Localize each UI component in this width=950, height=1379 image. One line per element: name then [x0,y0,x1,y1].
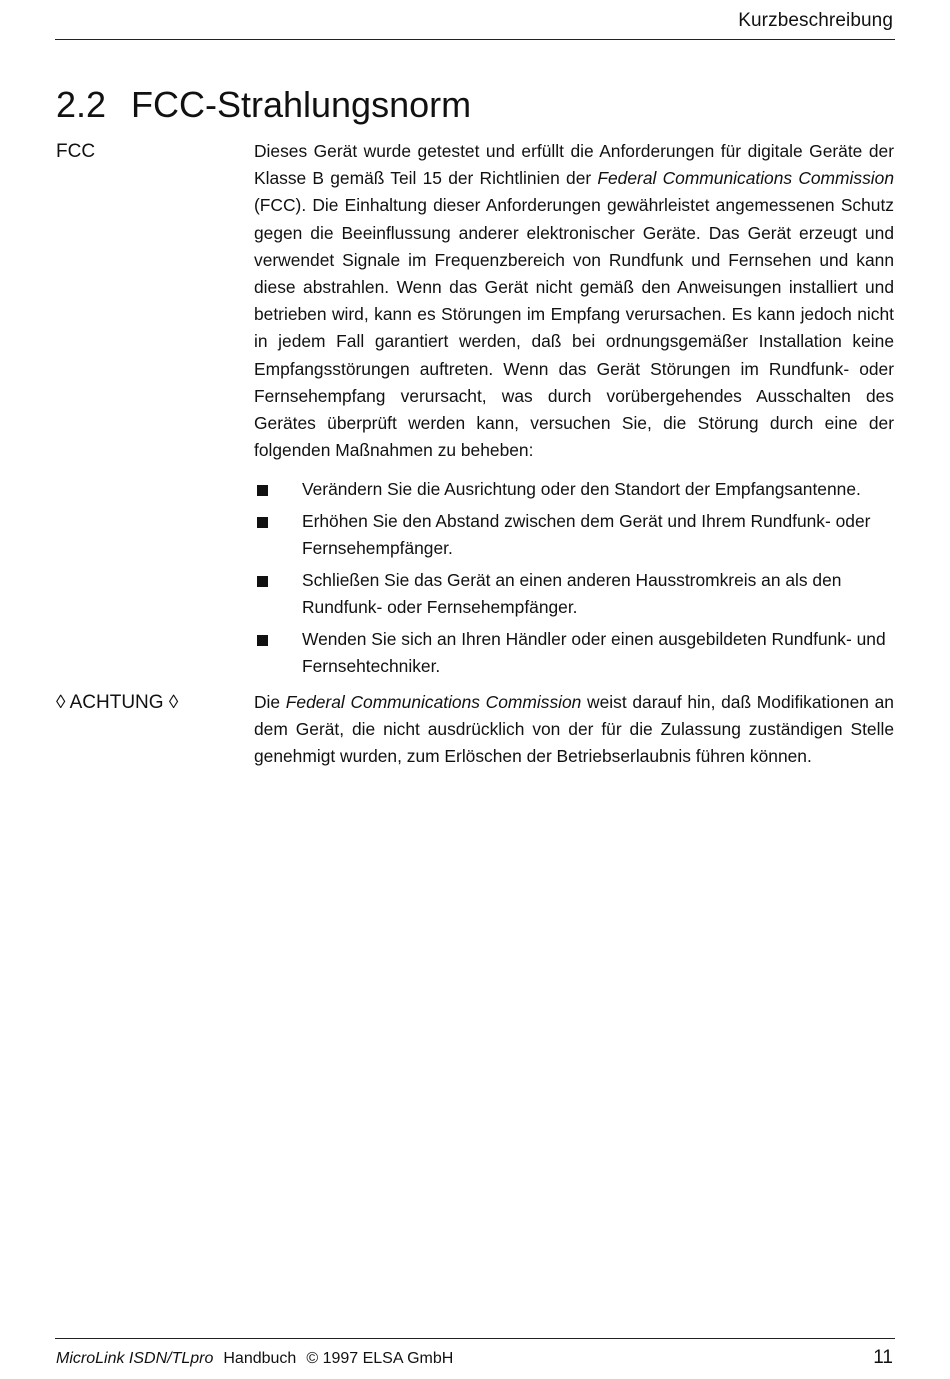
fcc-commission-name: Federal Communications Commission [597,168,894,189]
fcc-paragraph [254,138,894,464]
fcc-paragraph-text-start: Dieses Gerät wurde getestet und erfüllt die Anforderungen für digitale Geräte der Klasse B gemäß Teil 15 der Richtlinien der [254,141,894,189]
section-title: FCC-Strahlungsnorm [131,84,472,125]
list-item-text: Verändern Sie die Ausrichtung oder den Standort der Empfangsantenne. [302,479,861,499]
running-header: Kurzbeschreibung [738,10,893,31]
margin-label-fcc: FCC [56,141,96,162]
square-bullet-icon [257,635,268,646]
list-item [254,508,894,562]
footer-product-name: MicroLink ISDN/TLpro [56,1350,214,1367]
warning-paragraph-text-end: weist darauf hin, daß Modifikationen an dem Gerät, die nicht ausdrücklich von der für die Zulassung zuständigen Stelle genehmigt wurden, zum Erlöschen der Betriebserlaubnis führen können. [254,692,894,767]
fcc-paragraph-text-end: (FCC). Die Einhaltung dieser Anforderungen gewährleistet angemessenen Schutz gegen die Beeinflussung anderer elektronischer Geräte. Das Gerät erzeugt und verwendet Signale im Frequenzbereich von Rundfunk und Fernsehen und kann diese abstrahlen. Wenn das Gerät nicht gemäß den Anweisungen installiert und betrieben wird, kann es Störungen im Empfang verursachen. Es kann jedoch nicht in jedem Fall garantiert werden, daß bei ordnungsgemäßer Installation keine Empfangsstörungen auftreten. Wenn das Gerät Störungen im Rundfunk- oder Fernsehempfang verursacht, was durch vorübergehendes Ausschalten des Gerätes überprüft werden kann, versuchen Sie, die Störung durch eine der folgenden Maßnahmen zu beheben: [254,195,894,461]
list-item [254,626,894,680]
list-item-text: Erhöhen Sie den Abstand zwischen dem Gerät und Ihrem Rundfunk- oder Fernsehempfänger. [302,510,871,558]
page-number: 11 [873,1347,893,1368]
margin-label-warning: ◊ ACHTUNG ◊ [56,692,179,713]
list-item-text: Schließen Sie das Gerät an einen anderen Hausstromkreis an als den Rundfunk- oder Fernsehempfänger. [302,569,842,617]
measures-list [254,476,894,684]
warning-commission-name: Federal Communications Commission [285,692,582,712]
square-bullet-icon [257,517,268,528]
footer-divider [55,1338,895,1339]
header-divider [55,39,895,40]
footer-copyright: © 1997 ELSA GmbH [306,1350,454,1367]
list-item [254,567,894,621]
section-number: 2.2 [56,84,107,125]
square-bullet-icon [257,485,268,496]
list-item-text: Wenden Sie sich an Ihren Händler oder einen ausgebildeten Rundfunk- und Fernsehtechniker. [302,628,886,676]
section-heading [56,84,471,126]
footer-line [56,1350,453,1368]
list-item [254,476,894,503]
square-bullet-icon [257,576,268,587]
warning-paragraph [254,689,894,771]
warning-paragraph-text-start: Die [254,692,286,712]
footer-doc-type: Handbuch [223,1350,297,1367]
